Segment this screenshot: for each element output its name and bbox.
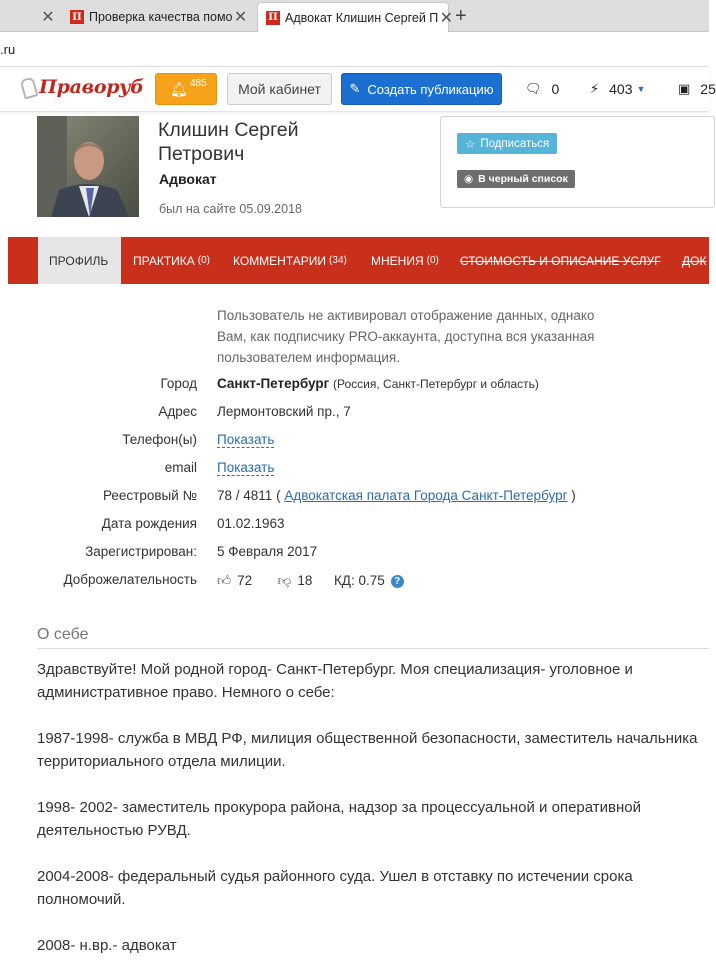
notifications-button[interactable]: [155, 73, 217, 105]
site-logo[interactable]: Праворуб: [20, 76, 144, 98]
rating-counter[interactable]: ⚡︎ 403 ▼: [590, 81, 646, 97]
about-text: [37, 658, 709, 980]
info-row-registered: Зарегистрирован: 5 Февраля 2017: [85, 544, 318, 559]
thumbs-down-icon[interactable]: 👎︎: [277, 573, 292, 588]
about-paragraph: 1987-1998- служба в МВД РФ, милиция общественной безопасности, заместитель начальника территориального отдела милиции.: [37, 730, 698, 770]
avatar: [37, 116, 139, 217]
info-row-goodwill: Доброжелательность 👍︎ 72 👎︎ 18 КД: 0.75 ?: [0, 572, 709, 592]
tab-title: Проверка качества помо: [89, 10, 233, 24]
city-region: (Россия, Санкт-Петербург и область): [332, 377, 539, 391]
tab-opinions[interactable]: МНЕНИЯ (0): [371, 253, 439, 268]
messages-counter[interactable]: 🗨︎ 0: [525, 81, 560, 97]
pencil-icon: ✎: [349, 81, 361, 96]
tab-title: Адвокат Клишин Сергей П: [285, 10, 439, 25]
bell-icon: 🔔︎: [170, 81, 188, 97]
pro-notice: Пользователь не активировал отображение данных, однако Вам, как подписчику PRO-аккаунта, доступна вся указанная пользователем информация.: [217, 308, 595, 365]
about-paragraph: Здравствуйте! Мой родной город- Санкт-Петербург. Моя специализация- уголовное и административное право. Немного о себе:: [37, 661, 633, 701]
info-row-birth: Дата рождения 01.02.1963: [101, 516, 285, 531]
profile-role: Адвокат: [159, 171, 217, 187]
info-row-address: Адрес Лермонтовский пр., 7: [158, 404, 351, 419]
comment-icon: 🗨︎: [525, 81, 542, 96]
show-phone-link[interactable]: Показать: [217, 432, 275, 447]
about-divider: [37, 648, 709, 649]
tab-practice[interactable]: ПРАКТИКА (0): [133, 253, 211, 268]
close-icon[interactable]: ✕: [41, 9, 55, 26]
money-icon: ▣: [678, 81, 691, 96]
kd-value: КД: 0.75: [333, 573, 385, 588]
dislikes-count: 18: [297, 573, 313, 588]
browser-tab-fragment[interactable]: [0, 2, 60, 32]
tab-profile[interactable]: ПРОФИЛЬ: [38, 237, 121, 284]
registry-value: 78 / 4811: [217, 488, 273, 503]
address-text: .ru: [0, 42, 16, 57]
star-icon: ☆: [465, 138, 476, 151]
profile-name: Клишин Сергей Петрович: [158, 119, 299, 165]
likes-count: 72: [237, 573, 253, 588]
blacklist-button[interactable]: ◉ В черный список: [457, 170, 575, 188]
tab-comments[interactable]: КОММЕНТАРИИ (34): [233, 253, 347, 268]
eye-slash-icon: ◉: [464, 173, 474, 185]
address-bar[interactable]: [0, 33, 709, 67]
registered-value: 5 Февраля 2017: [217, 544, 318, 559]
notifications-count: 485: [190, 78, 207, 89]
browser-tab-quality-check[interactable]: [62, 2, 252, 32]
favicon-icon: П: [70, 10, 84, 24]
about-paragraph: 2008- н.вр.- адвокат: [37, 937, 177, 954]
tab-services[interactable]: СТОИМОСТЬ И ОПИСАНИЕ УСЛУГ: [460, 253, 661, 268]
bar-chamber-link[interactable]: Адвокатская палата Города Санкт-Петербург: [284, 488, 568, 503]
about-paragraph: 2004-2008- федеральный судья районного суда. Ушел в отставку по истечении срока полномочий.: [37, 868, 633, 908]
close-icon[interactable]: ✕: [439, 9, 453, 27]
birth-value: 01.02.1963: [217, 516, 285, 531]
my-cabinet-button[interactable]: Мой кабинет: [227, 73, 332, 105]
balance-counter[interactable]: ▣ 25: [678, 81, 716, 97]
site-header: [0, 68, 716, 112]
about-paragraph: 1998- 2002- заместитель прокурора района, надзор за процессуальной и оперативной деятельностью РУВД.: [37, 799, 641, 839]
info-row-city: Город Санкт-Петербург (Россия, Санкт-Петербург и область): [160, 376, 539, 391]
tab-documents[interactable]: ДОК: [682, 253, 707, 268]
browser-tab-lawyer-profile[interactable]: [257, 2, 453, 32]
profile-actions-box: [440, 116, 715, 208]
favicon-icon: П: [266, 11, 280, 25]
new-tab-icon[interactable]: +: [455, 5, 467, 27]
profile-nav: [8, 237, 709, 284]
address-value: Лермонтовский пр., 7: [217, 404, 351, 419]
subscribe-button[interactable]: ☆ Подписаться: [457, 133, 557, 154]
browser-tab-bar: [0, 0, 709, 32]
show-email-link[interactable]: Показать: [217, 460, 275, 475]
logo-icon: [20, 76, 36, 98]
info-row-registry: Реестровый № 78 / 4811 ( Адвокатская палата Города Санкт-Петербург ): [102, 488, 576, 503]
info-row-email: email Показать: [164, 460, 275, 475]
lightning-icon: ⚡︎: [590, 81, 600, 96]
caret-down-icon: ▼: [636, 84, 646, 94]
info-row-phone: Телефон(ы) Показать: [122, 432, 275, 447]
thumbs-up-icon[interactable]: 👍︎: [217, 573, 232, 588]
city-value: Санкт-Петербург: [217, 376, 330, 391]
last-seen: был на сайте 05.09.2018: [159, 202, 302, 216]
question-icon[interactable]: ?: [391, 575, 404, 588]
about-heading: О себе: [37, 626, 89, 643]
close-icon[interactable]: ✕: [233, 9, 248, 26]
create-publication-button[interactable]: ✎ Создать публикацию: [341, 73, 502, 105]
